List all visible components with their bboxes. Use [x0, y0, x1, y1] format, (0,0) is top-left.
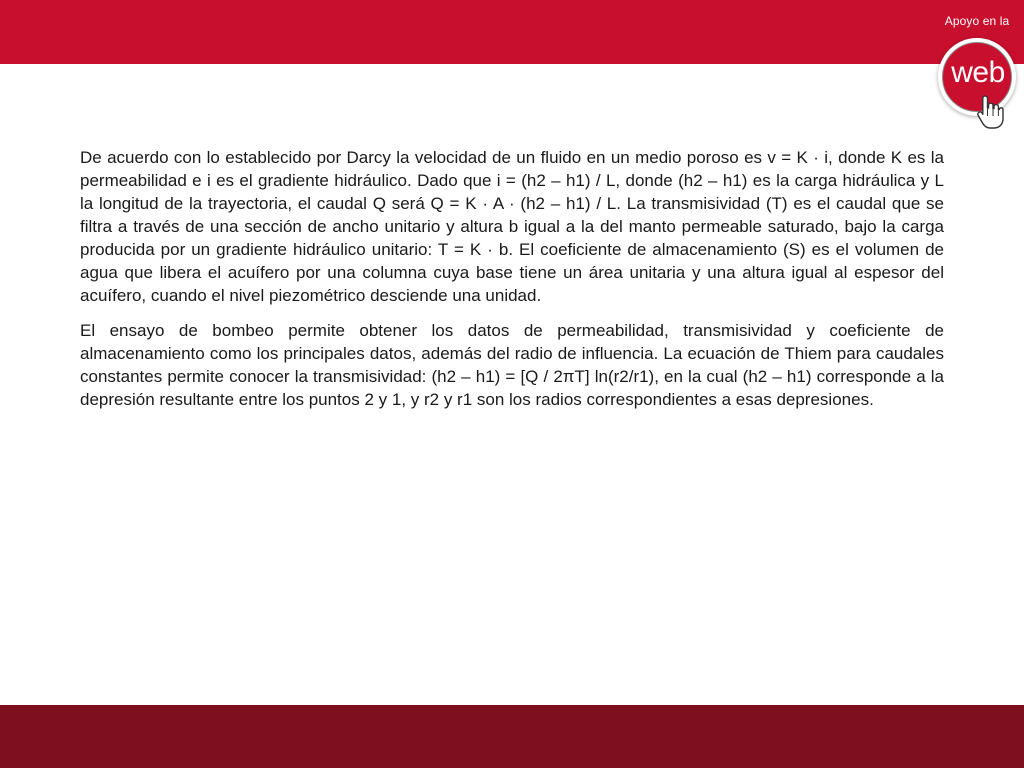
body-text: [80, 146, 944, 423]
paragraph-darcy: De acuerdo con lo establecido por Darcy la velocidad de un fluido en un medio poroso es v = K · i, donde K es la permeabilidad e i es el gradiente hidráulico. Dado que i = (h2 – h1) / L, donde (h2 – h1) es la carga hidráulica y L la longitud de la trayectoria, el caudal Q será Q = K · A · (h2 – h1) / L. La transmisividad (T) es el caudal que se filtra a través de una sección de ancho unitario y altura b igual a la del manto permeable saturado, bajo la carga producida por un gradiente hidráulico unitario: T = K · b. El coeficiente de almacenamiento (S) es el volumen de agua que libera el acuífero por una columna cuya base tiene un área unitaria y una altura igual al espesor del acuífero, cuando el nivel piezométrico desciende una unidad.: [80, 148, 944, 305]
paragraph-bombeo: El ensayo de bombeo permite obtener los datos de permeabilidad, transmisividad y coeficiente de almacenamiento como los principales datos, además del radio de influencia. La ecuación de Thiem para caudales constantes permite conocer la transmisividad: (h2 – h1) = [Q / 2πT] ln(r2/r1), en la cual (h2 – h1) corresponde a la depresión resultante entre los puntos 2 y 1, y r2 y r1 son los radios correspondientes a esas depresiones.: [80, 321, 944, 409]
badge-word: web: [951, 56, 1005, 89]
apoyo-web-badge[interactable]: [930, 8, 1024, 138]
hand-pointer-icon: [976, 94, 1004, 130]
badge-caption: Apoyo en la: [944, 14, 1010, 28]
footer-band: [0, 705, 1024, 768]
header-band: [0, 0, 1024, 64]
